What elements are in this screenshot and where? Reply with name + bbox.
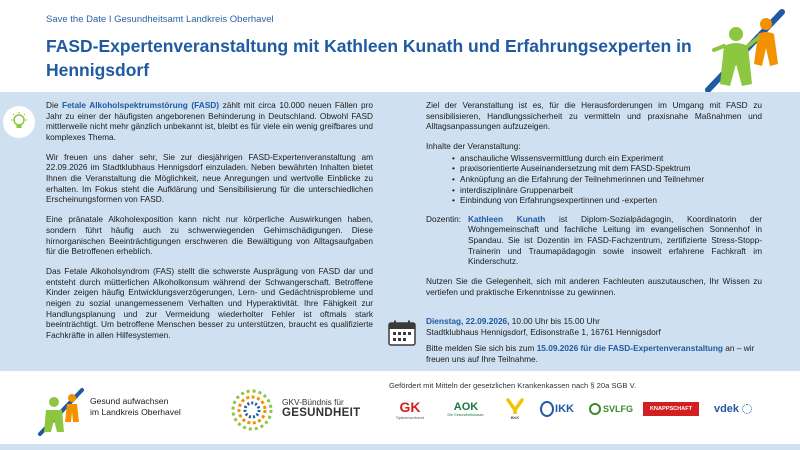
event-date: Dienstag, 22.09.2026, 10.00 Uhr bis 15.00 Uhr bbox=[426, 316, 600, 326]
ikk-ring-icon bbox=[540, 401, 554, 417]
fasd-term: Fetale Alkoholspektrumstörung (FASD) bbox=[62, 100, 220, 110]
vdek-logo: vdek bbox=[709, 398, 757, 420]
svlfg-leaf-icon bbox=[589, 403, 601, 415]
gesund-aufwachsen-text: Gesund aufwachsen im Landkreis Oberhavel bbox=[90, 396, 181, 417]
family-logo-icon bbox=[700, 4, 790, 92]
funding-note: Gefördert mit Mitteln der gesetzlichen Krankenkassen nach § 20a SGB V. bbox=[389, 381, 637, 390]
bkk-label: BKK bbox=[510, 415, 520, 420]
list-item: • Einbindung von Erfahrungsexpertinnen und -experten bbox=[452, 195, 762, 206]
list-item: • anschauliche Wissensvermittlung durch ein Experiment bbox=[452, 153, 762, 164]
header bbox=[0, 0, 800, 92]
contents-list bbox=[452, 153, 762, 206]
left-column bbox=[46, 100, 373, 350]
list-item: • Anknüpfung an die Erfahrung der Teilnehmerinnen und Teilnehmer bbox=[452, 174, 762, 185]
aok-logo: AOK Die Gesundheitskasse. bbox=[447, 401, 485, 417]
kicker: Save the Date I Gesundheitsamt Landkreis Oberhavel bbox=[46, 14, 274, 25]
lightbulb-icon bbox=[3, 106, 35, 138]
fas-paragraph: Das Fetale Alkoholsyndrom (FAS) stellt die schwerste Ausprägung von FASD dar und entsteht durch mütterlichen Alkoholkonsum während der Schwangerschaft. Betroffene Kinder zeigen häufig Entwicklungsverzögerungen, Lern- und Gedächtnisprobleme und neigen zu sozial unangemessenem Verhalten und Hyperaktivität. Ihre Fähigkeit zur Handlungsplanung und zur Vermeidung wiederholter Fehler ist oftmals stark beeinträchtigt. Um betroffene Menschen besser zu unterstützen, braucht es qualifizierte Fachkräfte in allen Hilfesystemen. bbox=[46, 266, 373, 340]
ikk-logo: IKK bbox=[540, 398, 574, 420]
page-title: FASD-Expertenveranstaltung mit Kathleen Kunath und Erfahrungsexperten in Hennigsdorf bbox=[46, 36, 692, 80]
goal-paragraph: Ziel der Veranstaltung ist es, für die Herausforderungen im Umgang mit FASD zu sensibilisieren, Handlungssicherheit zu vermitteln und praxisnahe Maßnahmen und Alltagsanpassungen aufzuzeigen. bbox=[426, 100, 762, 132]
footer-band bbox=[0, 444, 800, 450]
closing-paragraph: Nutzen Sie die Gelegenheit, sich mit anderen Fachleuten auszutauschen, Ihr Wissen zu vertiefen und praktische Erkenntnisse zu gewinnen. bbox=[426, 276, 762, 297]
invite-paragraph: Wir freuen uns daher sehr, Sie zur diesjährigen FASD-Expertenveranstaltung am 22.09.2026 im Stadtklubhaus Hennigsdorf einzuladen. Neben bewährten Inhalten bietet Ihnen die Veranstaltung die Möglichkeit, neue Anregungen und wertvolle Einblicke zu erhalten. Im Fokus steht die Aufklärung und Sensibilisierung für die unterschiedlichen Erscheinungsformen von FASD. bbox=[46, 151, 373, 205]
event-details bbox=[426, 316, 762, 364]
contents-label: Inhalte der Veranstaltung: bbox=[426, 141, 521, 152]
knappschaft-logo: KNAPPSCHAFT bbox=[643, 402, 699, 416]
dozent-label: Dozentin: bbox=[426, 213, 462, 224]
registration-note: Bitte melden Sie sich bis zum 15.09.2026 für die FASD-Expertenveranstaltung an – wir freuen uns auf Ihre Teilnahme. bbox=[426, 343, 755, 364]
svlfg-logo: SVLFG bbox=[586, 398, 636, 420]
intro-paragraph: Die Fetale Alkoholspektrumstörung (FASD) zählt mit circa 10.000 neuen Fällen pro Jahr zu einer der häufigsten angeborenen Behinderung in Deutschland. Obwohl FASD mittlerweile nicht mehr gänzlich unbekannt ist, bleibt es für viele ein wenig greifbares und komplexes Thema. bbox=[46, 100, 373, 142]
list-item: • interdisziplinäre Gruppenarbeit bbox=[452, 185, 762, 196]
bkk-logo bbox=[502, 398, 528, 420]
calendar-icon bbox=[388, 320, 416, 346]
gkv-buendnis-logo-icon bbox=[230, 388, 274, 432]
dozent-name: Kathleen Kunath bbox=[468, 213, 546, 224]
exposure-paragraph: Eine pränatale Alkoholexposition kann nicht nur körperliche Auswirkungen haben, sondern führt häufig auch zu schwerwiegenden Gehirnschädigungen. Diese hirnorganischen Beeinträchtigungen erschweren die Bewältigung von Alltagsaufgaben für die Betroffenen erheblich. bbox=[46, 214, 373, 257]
right-column bbox=[426, 100, 762, 307]
vdek-dots-icon bbox=[742, 404, 752, 414]
gkv-spitzenverband-logo: GK Spitzenverband bbox=[396, 398, 424, 420]
list-item: • praxisorientierte Auseinandersetzung mit dem FASD-Spektrum bbox=[452, 163, 762, 174]
event-venue: Stadtklubhaus Hennigsdorf, Edisonstraße 1, 16761 Hennigsdorf bbox=[426, 326, 661, 337]
gkv-buendnis-text: GKV-Bündnis für GESUNDHEIT bbox=[282, 397, 361, 419]
gesund-aufwachsen-logo-icon bbox=[36, 384, 86, 436]
bkk-icon bbox=[502, 398, 528, 420]
dozent-paragraph: Dozentin: Kathleen Kunath ist Diplom-Sozialpädagogin, Koordinatorin der Wohngemeinschaft und fachliche Leitung im evangelischen Sonnenhof in Spandau. Sie ist Dozentin im FASD-Fachzentrum, zertifizierte Stress-Stopp-Trainerin und Traumapädagogin sowie insoweit erfahrene Fachkraft im Kinderschutz. bbox=[426, 213, 762, 267]
